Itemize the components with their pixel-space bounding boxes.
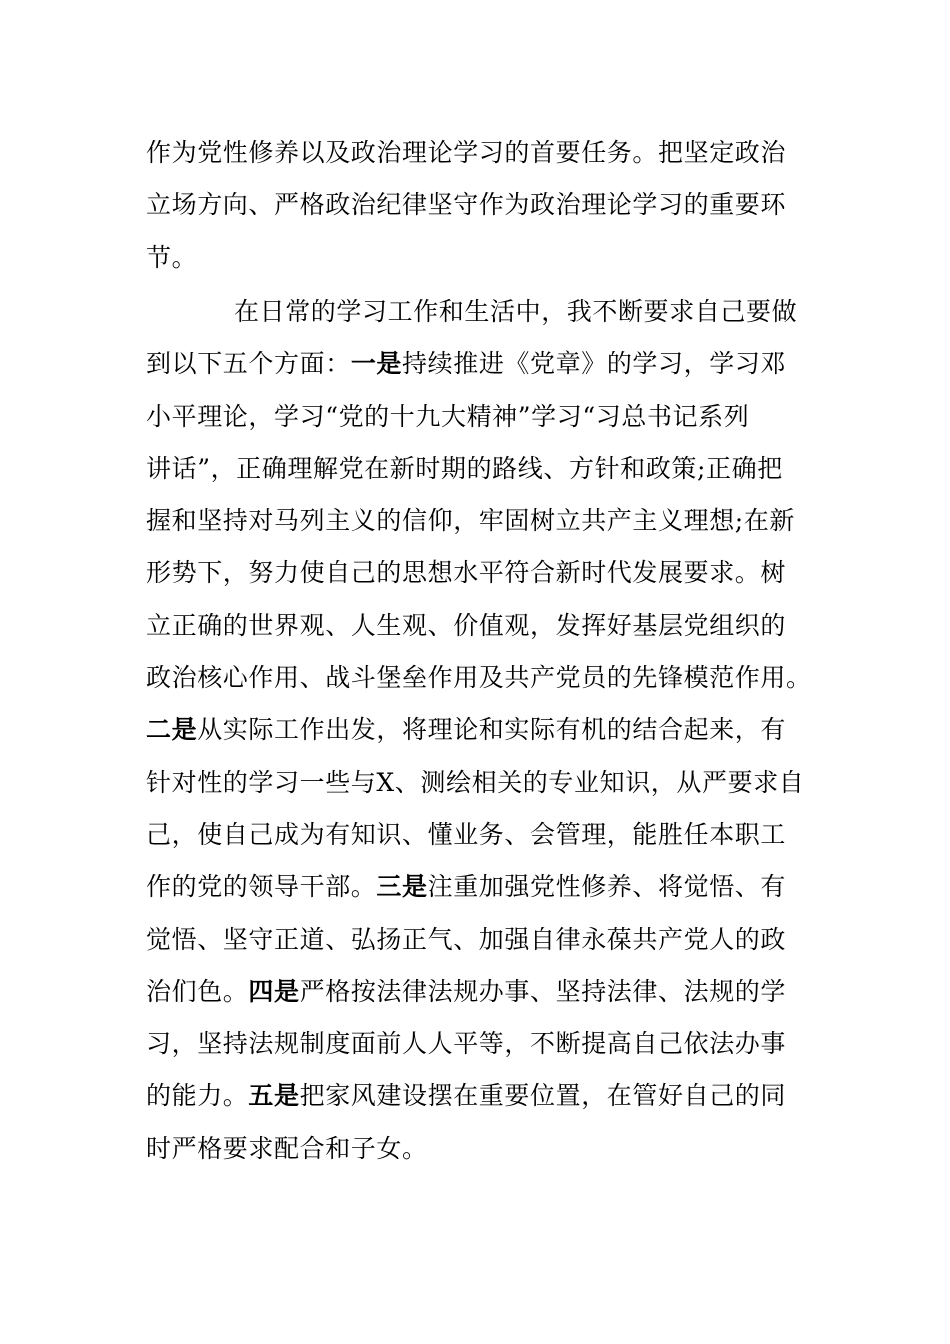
paragraph-2-text: 严格按法律法规办事、坚持法律、法规的学 [299, 976, 787, 1006]
point-1-label: 一是 [350, 349, 403, 379]
paragraph-2-line: 觉悟、坚守正道、弘扬正气、加强自律永葆共产党人的政 [146, 924, 787, 954]
paragraph-2-line: 习，坚持法规制度面前人人平等，不断提高自己依法办事 [146, 1029, 787, 1059]
paragraph-2-text: 把家风建设摆在重要位置，在管好自己的同 [299, 1081, 787, 1111]
paragraph-2-line [146, 338, 806, 390]
point-4-label: 四是 [248, 976, 300, 1006]
paragraph-2-line: 己，使自己成为有知识、懂业务、会管理，能胜任本职工 [146, 819, 787, 849]
paragraph-2-line: 政治核心作用、战斗堡垒作用及共产党员的先锋模范作用。 [146, 663, 812, 693]
paragraph-2-text: 治们色。 [146, 976, 249, 1006]
paragraph-2-text: 到以下五个方面： [146, 349, 351, 379]
point-2-label: 二是 [146, 715, 198, 745]
paragraph-2-text: 从实际工作出发，将理论和实际有机的结合起来，有 [197, 715, 787, 745]
point-5-label: 五是 [248, 1081, 300, 1111]
paragraph-1-line: 作为党性修养以及政治理论学习的首要任务。把坚定政治 [146, 138, 787, 167]
paragraph-1-line: 立场方向、严格政治纪律坚守作为政治理论学习的重要环 [146, 190, 787, 220]
paragraph-2-text: 注重加强党性修养、将觉悟、有 [427, 872, 787, 902]
paragraph-2 [146, 286, 812, 1175]
paragraph-2-text: 的能力。 [146, 1081, 249, 1111]
paragraph-2-line: 握和坚持对马列主义的信仰，牢固树立共产主义理想;在新 [146, 506, 796, 536]
point-3-label: 三是 [376, 872, 428, 902]
paragraph-2-line: 形势下，努力使自己的思想水平符合新时代发展要求。树 [146, 558, 787, 588]
paragraph-1 [146, 127, 806, 284]
paragraph-2-text: 作的党的领导干部。 [146, 872, 377, 902]
paragraph-2-line: 讲话”，正确理解党在新时期的路线、方针和政策;正确把 [146, 453, 783, 483]
paragraph-2-line [146, 966, 806, 1018]
paragraph-2-line [146, 861, 806, 913]
paragraph-1-line: 节。 [146, 242, 198, 272]
paragraph-2-line: 立正确的世界观、人生观、价值观，发挥好基层党组织的 [146, 610, 787, 640]
paragraph-2-text: 持续推进《党章》的学习，学习邓 [402, 349, 787, 379]
paragraph-2-line: 在日常的学习工作和生活中，我不断要求自己要做 [234, 297, 798, 326]
paragraph-2-line: 时严格要求配合和子女。 [146, 1133, 428, 1163]
paragraph-2-line: 小平理论，学习“党的十九大精神”学习“习总书记系列 [146, 401, 750, 431]
paragraph-2-line [146, 1070, 806, 1122]
paragraph-2-line [146, 704, 806, 756]
paragraph-2-line: 针对性的学习一些与X、测绘相关的专业知识，从严要求自 [146, 767, 805, 797]
